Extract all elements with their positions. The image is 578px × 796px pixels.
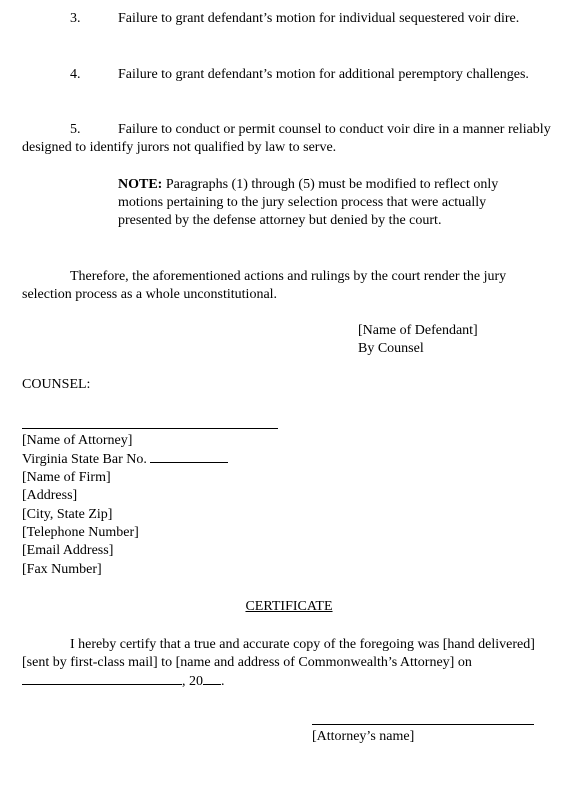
certificate-body [22, 636, 552, 691]
attorney-signature-name: [Attorney’s name] [312, 729, 415, 744]
counsel-signature-line [22, 428, 278, 429]
item-number: 4. [70, 67, 81, 82]
address: [Address] [22, 488, 78, 504]
year-blank [203, 672, 221, 685]
date-blank [22, 672, 182, 685]
conclusion-paragraph [22, 268, 552, 304]
paragraph-item-5 [22, 121, 552, 157]
item-text: Failure to grant defendant’s motion for individual sequestered voir dire. [118, 11, 520, 26]
paragraph-item-3 [22, 10, 552, 28]
by-counsel: By Counsel [358, 341, 424, 356]
note-label: NOTE: [118, 177, 163, 192]
attorney-name: [Name of Attorney] [22, 433, 133, 448]
telephone-number: [Telephone Number] [22, 524, 139, 540]
bar-number-blank [150, 450, 228, 463]
paragraph-item-4 [22, 66, 552, 84]
city-state-zip: [City, State Zip] [22, 506, 113, 522]
note-text: Paragraphs (1) through (5) must be modified to reflect only motions pertaining to the jury selection process that were actually presented by the defense attorney but denied by the court. [118, 177, 499, 228]
certificate-end: . [221, 674, 225, 689]
item-text: Failure to conduct or permit counsel to conduct voir dire in a manner reliably designed to identify jurors not qualified by law to serve. [22, 122, 551, 155]
bar-label: Virginia State Bar No. [22, 452, 147, 468]
attorney-signature-line [312, 724, 534, 725]
fax-number: [Fax Number] [22, 561, 102, 577]
defendant-signature-block [358, 322, 478, 358]
year-prefix: , 20 [182, 674, 203, 689]
conclusion-text: Therefore, the aforementioned actions and rulings by the court render the jury selection process as a whole unconstitutional. [22, 269, 507, 302]
firm-name: [Name of Firm] [22, 469, 111, 485]
item-number: 5. [70, 122, 81, 137]
counsel-label: COUNSEL: [22, 377, 91, 392]
certificate-text: I hereby certify that a true and accurate copy of the foregoing was [hand delivered] [sent by first-class mail] to [name and address of Commonwealth’s Attorney] on [22, 637, 535, 670]
item-number: 3. [70, 11, 81, 26]
item-text: Failure to grant defendant’s motion for additional peremptory challenges. [118, 67, 529, 82]
bar-number-row [22, 450, 228, 468]
defendant-name: [Name of Defendant] [358, 323, 478, 338]
email-address: [Email Address] [22, 543, 114, 559]
note-block [118, 176, 510, 230]
certificate-title: CERTIFICATE [245, 599, 333, 614]
attorney-block [22, 432, 228, 579]
